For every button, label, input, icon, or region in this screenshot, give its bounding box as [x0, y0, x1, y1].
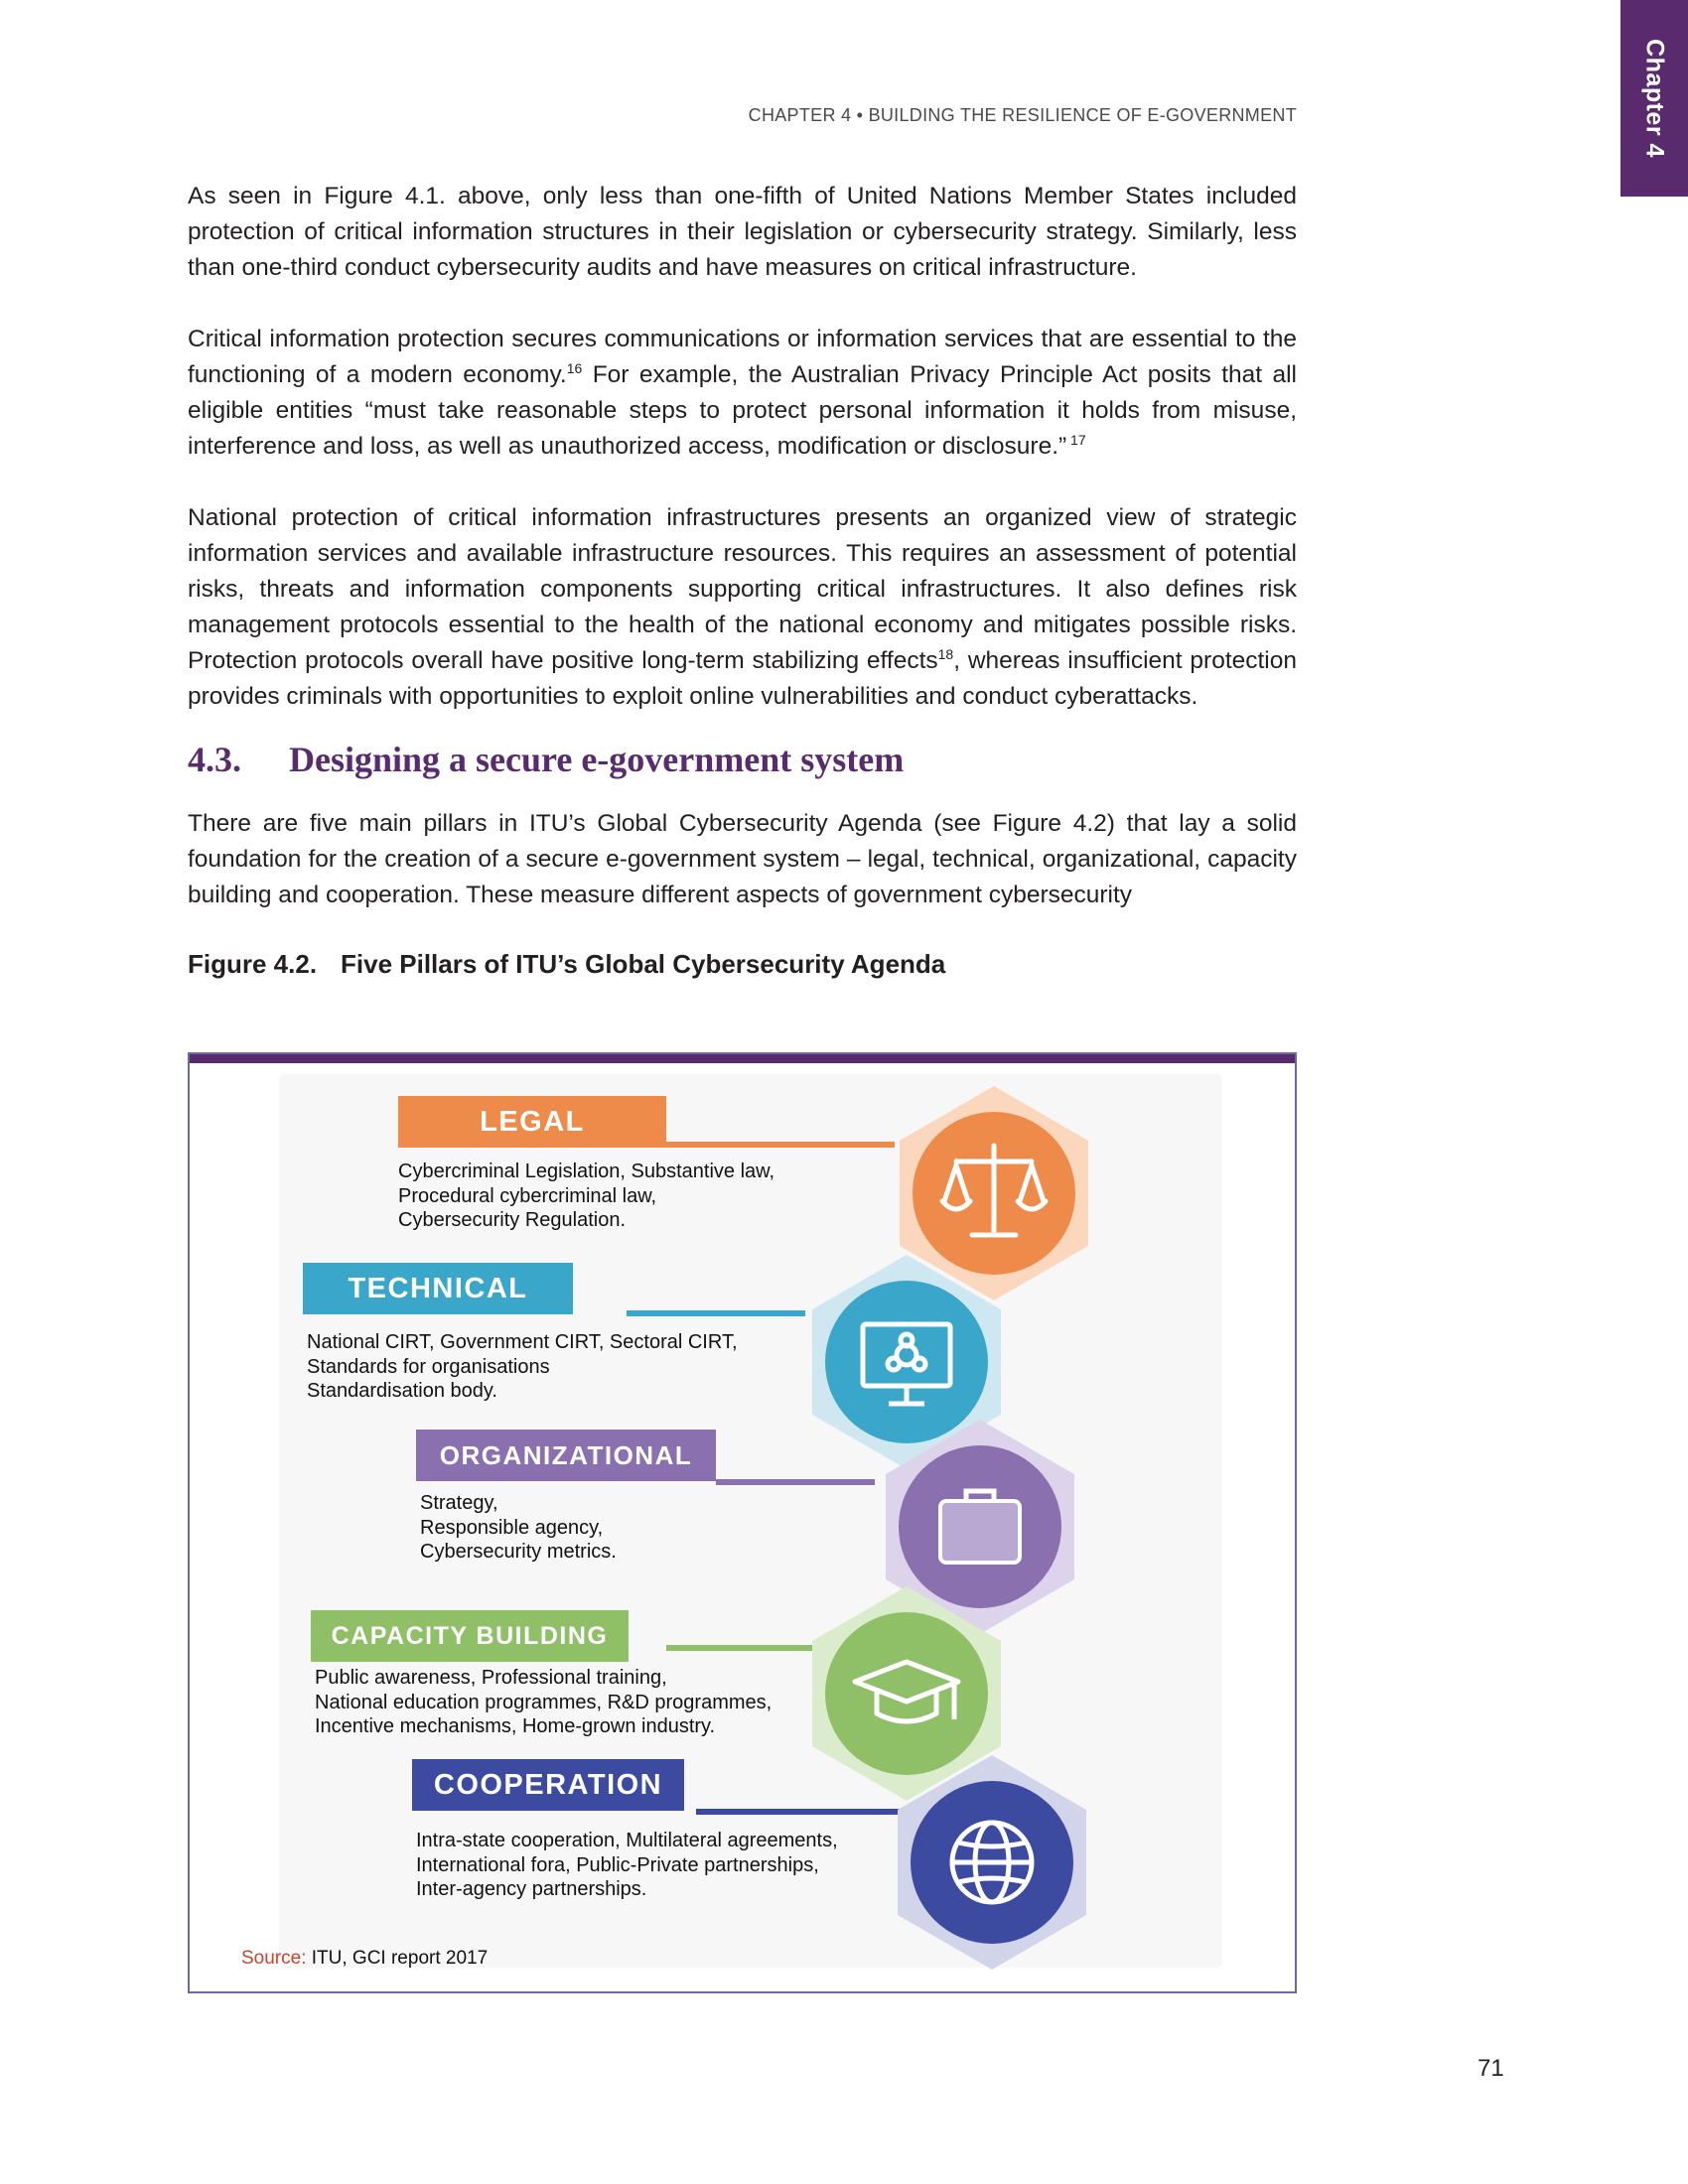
legal-connector: [666, 1142, 895, 1148]
pillar-desc-line: Cybersecurity Regulation.: [398, 1209, 626, 1231]
section-number: 4.3.: [188, 740, 241, 779]
pillar-desc-technical: [307, 1330, 738, 1404]
figure-top-bar: [190, 1054, 1295, 1063]
figure-caption: [188, 949, 1297, 980]
pillar-desc-line: Strategy,: [420, 1492, 498, 1514]
figure-title: Five Pillars of ITU’s Global Cybersecurity Agenda: [341, 949, 946, 979]
footnote-ref-17[interactable]: 17: [1066, 431, 1086, 448]
pillar-desc-line: Incentive mechanisms, Home-grown industry.: [315, 1715, 716, 1737]
cooperation-connector: [696, 1809, 905, 1815]
footnote-ref-18[interactable]: 18: [937, 645, 954, 662]
paragraph-3-text-b: , whereas insufficient protection provides criminals with opportunities to exploit online vulnerabilities and conduct cyberattacks.: [188, 647, 1297, 710]
figure-number: Figure 4.2.: [188, 949, 318, 979]
pillar-desc-line: Standards for organisations: [307, 1355, 550, 1378]
paragraph-3-text-a: National protection of critical information infrastructures presents an organized view of strategic information services and available infrastructure resources. This requires an assessment of potential risks, threats and information components supporting critical infrastructures. It also defines risk management protocols essential to the health of the national economy and mitigates possible risks. Protection protocols overall have positive long-term stabilizing effects: [188, 504, 1297, 674]
capacity-connector: [666, 1645, 815, 1651]
pillar-desc-line: International fora, Public-Private partnerships,: [416, 1853, 819, 1876]
chapter-tab: [1620, 0, 1688, 197]
pillar-label-cooperation: COOPERATION: [412, 1759, 684, 1811]
organizational-connector: [716, 1479, 875, 1485]
pillar-desc-capacity-building: [315, 1666, 772, 1739]
pillar-desc-line: Cybersecurity metrics.: [420, 1541, 617, 1563]
paragraph-2: [188, 322, 1297, 465]
pillar-label-organizational: ORGANIZATIONAL: [416, 1430, 716, 1481]
paragraph-1: As seen in Figure 4.1. above, only less than one-fifth of United Nations Member States included protection of critical information structures in their legislation or cybersecurity strategy. Similarly, less than one-third conduct cybersecurity audits and have measures on critical infrastructure.: [188, 183, 1297, 281]
source-text: ITU, GCI report 2017: [306, 1948, 489, 1969]
figure-box: [188, 1052, 1297, 1993]
pillar-desc-line: Cybercriminal Legislation, Substantive law,: [398, 1160, 775, 1182]
globe-icon: [883, 1753, 1101, 1972]
pillar-label-legal: LEGAL: [398, 1096, 666, 1148]
pillar-desc-line: Inter-agency partnerships.: [416, 1878, 647, 1900]
section-heading: [188, 739, 1297, 780]
paragraph-2-text-b: For example, the Australian Privacy Principle Act posits that all eligible entities “must take reasonable steps to protect personal information it holds from misuse, interference and loss, as well as unauthorized access, modification or disclosure.”: [188, 361, 1297, 460]
pillar-desc-line: Responsible agency,: [420, 1516, 604, 1539]
figure-source: [241, 1948, 488, 1970]
section-title: Designing a secure e-government system: [289, 740, 905, 779]
pillar-desc-organizational: [420, 1491, 617, 1565]
chapter-tab-label: Chapter 4: [1640, 39, 1669, 158]
source-label: Source:: [241, 1948, 307, 1969]
pillar-desc-cooperation: [416, 1829, 838, 1902]
pillar-desc-line: Procedural cybercriminal law,: [398, 1184, 657, 1207]
pillar-desc-line: Standardisation body.: [307, 1380, 497, 1402]
paragraph-4: There are five main pillars in ITU’s Global Cybersecurity Agenda (see Figure 4.2) that lay a solid foundation for the creation of a secure e-government system – legal, technical, organizational, capacity building and cooperation. These measure different aspects of government cybersecurity: [188, 810, 1297, 908]
technical-connector: [627, 1310, 805, 1316]
running-head: CHAPTER 4 • BUILDING THE RESILIENCE OF E-GOVERNMENT: [748, 105, 1297, 125]
paragraph-3: [188, 500, 1297, 715]
footnote-ref-16[interactable]: 16: [566, 359, 583, 376]
paragraph-2-text-a: Critical information protection secures communications or information services that are essential to the functioning of a modern economy.: [188, 326, 1297, 388]
pillar-label-capacity-building: CAPACITY BUILDING: [311, 1610, 629, 1662]
pillar-desc-line: Intra-state cooperation, Multilateral agreements,: [416, 1830, 838, 1851]
pillar-desc-line: National CIRT, Government CIRT, Sectoral CIRT,: [307, 1331, 738, 1353]
page-number: 71: [1477, 2055, 1504, 2082]
pillar-label-technical: TECHNICAL: [303, 1263, 573, 1314]
pillar-desc-legal: [398, 1160, 774, 1233]
body-content: [188, 179, 1297, 994]
pillar-desc-line: Public awareness, Professional training,: [315, 1667, 667, 1689]
pillar-desc-line: National education programmes, R&D programmes,: [315, 1691, 773, 1713]
